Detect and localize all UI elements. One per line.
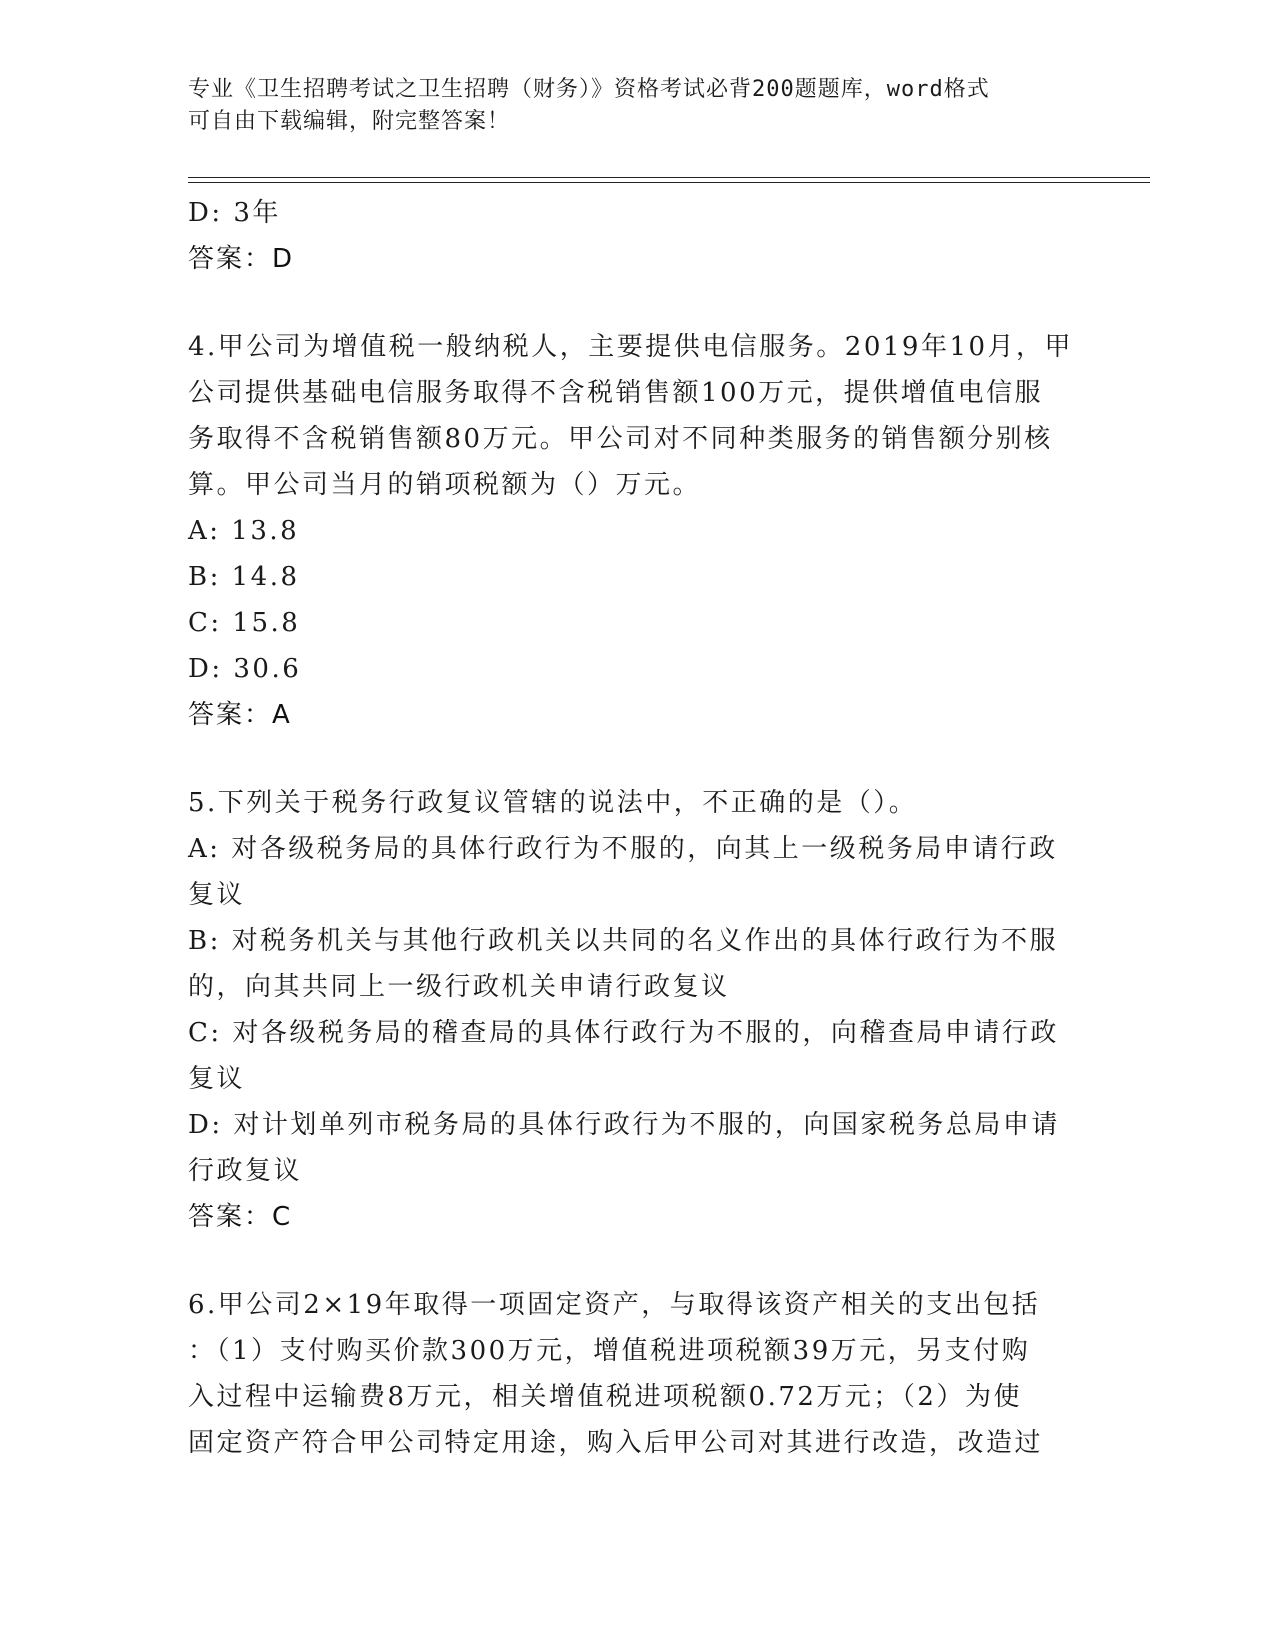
option-d: D: 对计划单列市税务局的具体行政行为不服的，向国家税务总局申请 [188, 1110, 1060, 1140]
question-text: 固定资产符合甲公司特定用途，购入后甲公司对其进行改造，改造过 [188, 1428, 1044, 1458]
question-text: 5.下列关于税务行政复议管辖的说法中，不正确的是（）。 [188, 788, 918, 818]
option-d: D: 3年 [188, 198, 281, 228]
page-header [188, 74, 1088, 138]
option-b-continued: 的，向其共同上一级行政机关申请行政复议 [188, 972, 730, 1002]
question-text: 算。甲公司当月的销项税额为（）万元。 [188, 470, 702, 500]
question-text: ：（1）支付购买价款300万元，增值税进项税额39万元，另支付购 [188, 1336, 1031, 1366]
option-d-continued: 行政复议 [188, 1156, 303, 1186]
header-line: 可自由下载编辑，附完整答案！ [188, 109, 511, 134]
option-c: C: 15.8 [188, 608, 301, 638]
header-divider [188, 182, 1150, 183]
option-a-continued: 复议 [188, 880, 246, 910]
question-list [188, 190, 1088, 1466]
question-text: 务取得不含税销售额80万元。甲公司对不同种类服务的销售额分别核 [188, 424, 1053, 454]
question-block [188, 324, 1088, 738]
spacer [188, 1240, 1088, 1282]
option-c-continued: 复议 [188, 1064, 246, 1094]
option-b: B: 对税务机关与其他行政机关以共同的名义作出的具体行政行为不服 [188, 926, 1059, 956]
option-c: C: 对各级税务局的稽查局的具体行政行为不服的，向稽查局申请行政 [188, 1018, 1059, 1048]
header-line: 专业《卫生招聘考试之卫生招聘（财务）》资格考试必背200题题库，word格式 [188, 77, 990, 102]
option-d: D: 30.6 [188, 654, 302, 684]
question-text: 入过程中运输费8万元，相关增值税进项税额0.72万元；（2）为使 [188, 1382, 1022, 1412]
question-block [188, 1282, 1088, 1466]
question-block [188, 190, 1088, 282]
option-a: A: 对各级税务局的具体行政行为不服的，向其上一级税务局申请行政 [188, 834, 1058, 864]
question-block [188, 780, 1088, 1240]
header-divider [188, 177, 1150, 178]
answer-line: 答案：D [188, 244, 295, 274]
question-text: 公司提供基础电信服务取得不含税销售额100万元，提供增值电信服 [188, 378, 1044, 408]
question-text: 4.甲公司为增值税一般纳税人，主要提供电信服务。2019年10月，甲 [188, 332, 1074, 362]
option-a: A: 13.8 [188, 516, 300, 546]
option-b: B: 14.8 [188, 562, 300, 592]
spacer [188, 738, 1088, 780]
question-text: 6.甲公司2×19年取得一项固定资产，与取得该资产相关的支出包括 [188, 1290, 1041, 1320]
answer-line: 答案：A [188, 700, 292, 730]
spacer [188, 282, 1088, 324]
answer-line: 答案：C [188, 1202, 293, 1232]
